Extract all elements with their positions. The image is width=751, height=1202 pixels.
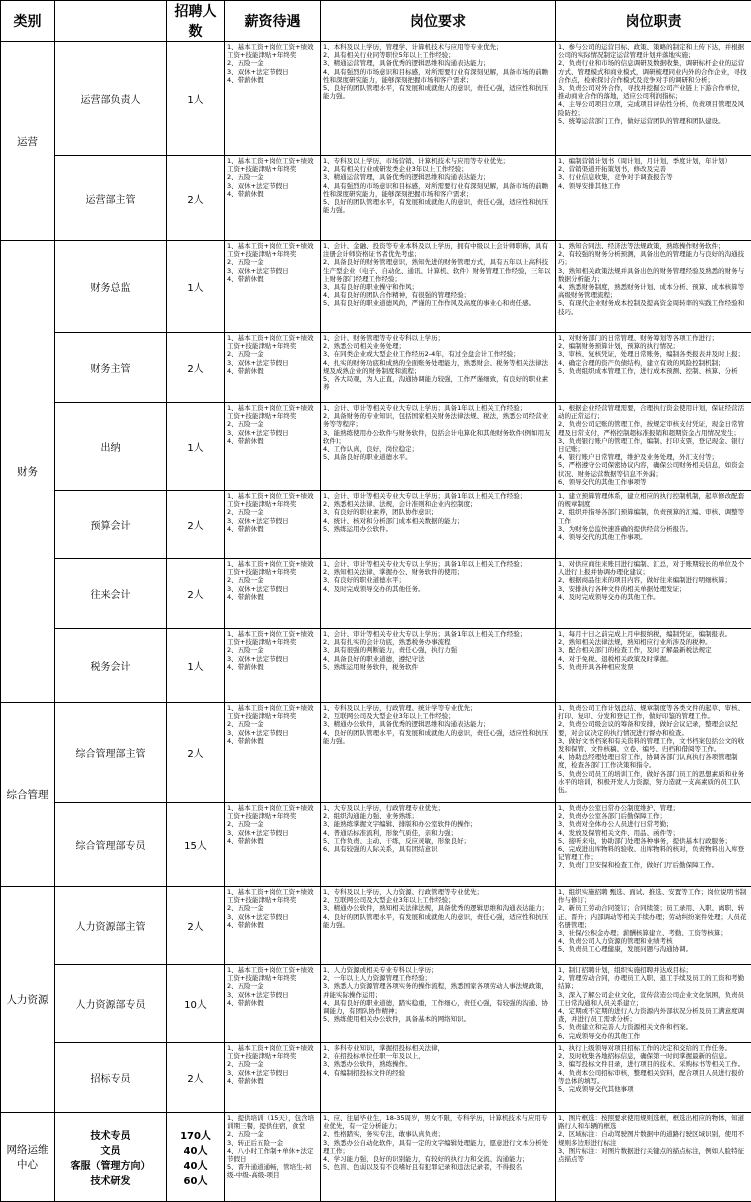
salary-text: 1、基本工资+岗位工资+绩效工资+技能津贴+年终奖 2、五险一金 3、双休+法定节假日 4、带薪休假 — [227, 1044, 318, 1085]
table-row — [1, 156, 751, 241]
position-cell: 出纳 — [55, 403, 167, 491]
header-row — [1, 1, 751, 42]
count-cell: 170人 40人 40人 60人 — [167, 1113, 225, 1202]
table-row — [1, 1043, 751, 1113]
table-row — [1, 629, 751, 703]
table-row — [1, 559, 751, 629]
table-row — [1, 803, 751, 887]
header-category: 类别 — [1, 1, 55, 42]
duties-text: 1、根据企业经营管理需要，合理执行资金使用计划，保证经营活动的正常运行； 2、负责公司记账的管理工作，按规定审核支付凭证，现金日常管理及日常支付，严格控制超标准报销和超期资金占用情况发生； 3、负责银行账户的管理工作，编制、打印支票，登记现金、银行日记账； 4、银行账户日常管理，维护及业务处理，外汇支付等； 5、严格遵守公司保密协议内容，确保公司财务相关信息，如资金状况、财务运营数据等信息不外漏； 6、领导交代的其他工作事项等 — [558, 404, 749, 486]
duties-text: 1、对供应商往来账目进行编制、汇总，对于账期较长的单位及个人进行上报并协调办理化建议； 2、根据商品往来的项目内容，做好往来编制进行明细核算； 3、安排执行各种文件的相关单据处理发证； 4、及时完成领导交办的其他工作。 — [558, 560, 749, 601]
header-position-blank — [55, 1, 167, 42]
table-row — [1, 887, 751, 965]
table-row — [1, 403, 751, 491]
position-cell: 招标专员 — [55, 1043, 167, 1113]
count-cell: 2人 — [167, 156, 225, 241]
category-cell: 运营 — [1, 42, 55, 241]
header-count: 招聘人数 — [167, 1, 225, 42]
count-cell: 10人 — [167, 965, 225, 1043]
header-requirements: 岗位要求 — [321, 1, 556, 42]
count-cell: 1人 — [167, 241, 225, 333]
position-cell: 财务总监 — [55, 241, 167, 333]
position-cell: 财务主管 — [55, 333, 167, 403]
header-duties: 岗位职责 — [556, 1, 751, 42]
count-cell: 2人 — [167, 887, 225, 965]
requirements-text: 1、专科及以上学历，行政管理、统计学等专业优先； 2、互联网公司及大型企业3年以上工作经验； 3、精通办公软件，具备优秀的逻辑思维和沟通表达能力； 4、良好的团队管理水平，有发展和成就他人的意识，责任心强，适应性和抗压能力强。 — [323, 704, 553, 745]
table-row — [1, 42, 751, 156]
count-cell: 2人 — [167, 559, 225, 629]
requirements-text: 1、本科及以上学历，管理学、计算机技术与应用等专业优先； 2、具有相关行业同等职位5年以上工作经验； 3、精通运营管理，具备优秀的逻辑思维和沟通表达能力； 4、具有强烈的市场意识和目标感，对所需要行业有深刻见解，具备市场的前瞻性和深度研究能力，能够深刻把握市场和客户需求； 5、良好的团队管理水平，有发展和成就他人的意识，责任心强，适应性和抗压能力强。 — [323, 43, 553, 100]
duties-text: 1、负责公司工作计划总结、规章制度等各类文件的起草、审核、打印、复印、分发和登记工作，做好印鉴的管理工作。 2、负责公司级会议的筹备和安排，做好会议记录，整理会议纪要，对会议决定的执行情况进行督办和检查。 3、做好文书档案和有关资料的管理工作，文书档案包括公文的收发和保管、文件核稿、立卷、编号、归档和借阅等工作。 4、协助总经理处理日常工作，协调各部门认真执行各项管理制度，检查各部门工作决策和指令。 5、负责公司员工的培训工作，做好各部门员工的思想素质和业务水平的培训，积极开发人力资源，努力造就一支高素质的员工队伍。 — [558, 704, 749, 794]
salary-text: 1、基本工资+岗位工资+绩效工资+技能津贴+年终奖 2、五险一金 3、双休+法定节假日 4、带薪休假 — [227, 560, 318, 601]
duties-text: 1、参与公司的运营目标、政策、策略的制定和上传下达，并根据公司的实际情况制定运营管理计划并落地实施； 2、负责行业和市场的信息调研及数据收集，调研标杆企业的运营方式、管理模式和商业模式，调研梳理同业内外的合作企业，寻找合作点，检索探讨合作模式及竞争对手的调研和分析； 3、负责公司对外合作，寻找并挖掘公司产业链上下游合作单位，推动商业合作的落地，适应公司利润指标； 4、主导公司项目立项，完成项目评估性分析、负责项目管理及风险防控； 5、统筹运营部门工作，做好运营团队的管理和团队建设。 — [558, 43, 749, 125]
requirements-text: 1、人力资源或相关专业专科以上学历； 2、一年以上人力资源管理工作经验； 3、熟悉人力资源管理各项实务的操作流程，熟悉国家各项劳动人事法规政策，并能实际操作运用； 4、具有良好的职业道德，踏实稳重，工作细心，责任心强，有较强的沟通、协调能力，有团队协作精神； 5、熟练使用相关办公软件，具备基本的网络知识。 — [323, 966, 553, 1023]
count-cell: 2人 — [167, 1043, 225, 1113]
position-cell: 技术专员 文员 客服（管理方向） 技术研发 — [55, 1113, 167, 1202]
requirements-text: 1、专科及以上学历，人力资源、行政管理等专业优先； 2、互联网公司及大型企业3年以上工作经验； 3、精通办公软件，熟知相关法律法规，具备优秀的逻辑思维和沟通表达能力； 4、良好的团队管理水平，有发展和成就他人的意识，责任心强，适应性和抗压能力强。 — [323, 888, 553, 929]
category-cell: 财务 — [1, 241, 55, 703]
table-row — [1, 241, 751, 333]
salary-text: 1、基本工资+岗位工资+绩效工资+技能津贴+年终奖 2、五险一金 3、双休+法定节假日 4、带薪休假 — [227, 630, 318, 671]
table-row — [1, 1113, 751, 1202]
count-cell: 15人 — [167, 803, 225, 887]
position-cell: 运营部主管 — [55, 156, 167, 241]
requirements-text: 1、会计、审计等相关专业大专以上学历；具备1年以上相关工作经验； 2、具备财务的专业知识，包括国家相关财务法律法规、税法，熟悉公司经营业务等等程序； 3、能熟练使用办公软件与财务软件，包括会计电算化和其他财务软件(例如用友软件)； 4、工作认真，良好，岗位稳定； 5、具备良好的职业道德水平。 — [323, 404, 553, 461]
salary-text: 1、基本工资+岗位工资+绩效工资+技能津贴+年终奖 2、五险一金 3、双休+法定节假日 4、带薪休假 — [227, 966, 318, 1007]
position-cell: 税务会计 — [55, 629, 167, 703]
requirements-text: 1、会计、审计等相关专业大专以上学历；具备1年以上相关工作经验； 2、熟悉相关法律、法规，会计准则和企业内控制度； 3、有良好的职业素养，团队协作意识； 4、统计、核对和分析部门成本相关数据的能力； 5、熟练运用办公软件。 — [323, 492, 553, 533]
table-row — [1, 333, 751, 403]
salary-text: 1、基本工资+岗位工资+绩效工资+技能津贴+年终奖 2、五险一金 3、双休+法定节假日 4、带薪休假 — [227, 157, 318, 198]
position-cell: 往来会计 — [55, 559, 167, 629]
salary-text: 1、基本工资+岗位工资+绩效工资+技能津贴+年终奖 2、五险一金 3、双休+法定节假日 4、带薪休假 — [227, 888, 318, 929]
requirements-text: 1、多科专业知识，掌握招投标相关法律， 2、在招投标单位任职一年及以上， 3、熟悉办公软件，熟练操作。 4、有编制招投标文件的经验 — [323, 1044, 553, 1077]
salary-text: 1、基本工资+岗位工资+绩效工资+技能津贴+年终奖 2、五险一金 3、双休+法定节假日 4、带薪休假 — [227, 804, 318, 845]
table-row — [1, 965, 751, 1043]
duties-text: 1、制订招聘计划，组织实施招聘并达成目标； 2、管理劳动合同，办理员工入职、退工手续及员工的工资和考勤结算； 3、深入了解公司企业文化，宣传营造公司企业文化氛围，负责员工日常沟通和人员关系建立； 4、定期或不定期的进行人力资源内外部状况分析及员工满意度调查，并进行员工需求分析； 5、负责建立和完善人力资源相关文件和档案。 6、完成领导交办的其他工作 — [558, 966, 749, 1040]
salary-text: 1、基本工资+岗位工资+绩效工资+技能津贴+年终奖 2、五险一金 3、双休+法定节假日 4、带薪休假 — [227, 404, 318, 445]
duties-text: 1、对财务部门的日常管理、财务筹划等各项工作进行； 2、编制财务预算计划，预算的执行情况； 3、审核、复核凭证，处理日常账务，编制各类报表并及时上报； 4、确定合理的资产负债结构，建立有效的风险控制机制； 5、负责组织成本管理工作，进行成本预测、控制、核算、分析 — [558, 334, 749, 375]
duties-text: 1、编制营销计划书（周计划，月计划，季度计划，年计划） 2、营销渠道开拓策划书，修改及完善 3、行业信息收集，竞争对手调查报告等 4、领导安排其他工作 — [558, 157, 749, 190]
category-cell: 人力资源 — [1, 887, 55, 1113]
count-cell: 1人 — [167, 42, 225, 156]
salary-text: 1、提供培训（15天），包含培训期三餐，提供住宿，食堂 2、五险一金 3、转正后五险一金 4、八小时工作制+单休+法定节假日 5、晋升通道通畅，管培生-初级-中级-高级-项目 — [227, 1114, 318, 1180]
requirements-text: 1、会计、财务管理等专业专科以上学历； 2、熟悉公司相关业务处理； 3、在同类企业或大型企业工作经历2-4年，有过全盘会计工作经验； 4、扎实的财务功底和成熟的全面账务处理能力，熟悉财会、税务等相关法律法规及成熟企业的财务制度和流程； 5、各大局观，为人正直，沟通协调能力较强，工作严谨细致，有良好的职业素养 — [323, 334, 553, 391]
salary-text: 1、基本工资+岗位工资+绩效工资+技能津贴+年终奖 2、五险一金 3、双休+法定节假日 4、带薪休假 — [227, 43, 318, 84]
requirements-text: 1、会计、审计等相关专业大专以上学历；具备1年以上相关工作经验； 2、具有扎实的会计功底，熟悉税务办事流程 3、具有很强的判断能力，责任心强，执行力强 4、具备良好的职业道德，遵纪守法 5、熟练运用财务软件，税务软件 — [323, 630, 553, 671]
count-cell: 1人 — [167, 629, 225, 703]
position-cell: 运营部负责人 — [55, 42, 167, 156]
position-cell: 预算会计 — [55, 491, 167, 559]
duties-text: 1、负责办公室日常办公制度维护、管理； 2、负责办公室各部门后勤保障工作； 3、负责对全体办公人员进行日常考勤； 4、发放及保管相关文件、用品、函件等； 5、接听来电，协助部门处理各种事务，提供基本行政服务； 6、完成进出库物料的验收、出库物料的核对，负责物料出入库登记管理工作； 7、负责门卫安保和检查工作，做好门厅后勤保障工作。 — [558, 804, 749, 870]
requirements-text: 1、会计、审计等相关专业大专以上学历；具备1年以上相关工作经验； 2、熟知相关法律、掌握办公、财务软件的使用； 3、有良好的职业道德水平； 4、及时完成领导交办的其他任务。 — [323, 560, 553, 593]
salary-text: 1、基本工资+岗位工资+绩效工资+技能津贴+年终奖 2、五险一金 3、双休+法定节假日 4、带薪休假 — [227, 334, 318, 375]
duties-text: 1、建立预算管理体系，建立相应的执行控制机制，起草修改配套的规章制度 2、组织并指导各部门预算编制，负责预算的汇编、审核、调整等工作 3、为财务总监快速准确的提供经营分析报告。 4、领导交代的其他工作事项。 — [558, 492, 749, 541]
duties-text: 1、执行上级领导对项目招标工作的决定和交给的工作任务。 2、及时收集各地招标信息，确保第一时间掌握最新的信息。 3、编写投标文件目录，进行项目的技术、采购标书等相关工作。 4、负责本公司招标审核，整理相关资料，配合项目人员进行报价等总体的填写。 5、完成领导交代其他事项 — [558, 1044, 749, 1093]
category-cell: 综合管理 — [1, 703, 55, 887]
requirements-text: 1、应、往届毕业生，18-35周岁，男女不限，专科学历，计算机技术与应用专业优先，有一定分析能力； 2、性格踏实，务实专注，敢事认真负责； 3、熟悉办公自动化软件，具有一定的文字编辑处理能力，愿意进行文本分析处理工作； 4、学习能力强，良好的识别能力，有较好的执行力和交流、沟通能力； 5、色盲、色弱以及有不良嗜好且有犯罪记录和违法记录者，不得报名 — [323, 1114, 553, 1171]
position-cell: 人力资源部专员 — [55, 965, 167, 1043]
salary-text: 1、基本工资+岗位工资+绩效工资+技能津贴+年终奖 2、五险一金 3、双休+法定节假日 4、带薪休假 — [227, 492, 318, 533]
position-cell: 综合管理部专员 — [55, 803, 167, 887]
duties-text: 1、每月十日之前完成上月申报纳税，编制凭证，编制报表。 2、熟知相关法律法规，熟知相应行业所涉及的税种。 3、配合相关部门的检查工作，及时了解最新税法规定 4、对于免税、退税相关政策及时掌握。 5、负责开具各种相应发票 — [558, 630, 749, 671]
header-salary: 薪资待遇 — [225, 1, 321, 42]
duties-text: 1、组织实施招聘 甄选、面试、推选、安置等工作；岗位说明书制作与修订； 2、新员工劳动合同签订；合同续签；员工录用、入职、离职、转正、晋升；内部调动等相关手续办理；劳动纠纷案件处理；人员花名册管理； 3、社保/公积金办理；薪酬核算建立、考勤、工资等核算； 4、负责公司人力资源的管理和业绩考核 5、负责员工心理健康，发展问题与沟通协调。 — [558, 888, 749, 954]
salary-text: 1、基本工资+岗位工资+绩效工资+技能津贴+年终奖 2、五险一金 3、双休+法定节假日 4、带薪休假 — [227, 704, 318, 745]
table-row — [1, 491, 751, 559]
position-cell: 综合管理部主管 — [55, 703, 167, 803]
table-row — [1, 703, 751, 803]
duties-text: 1、熟知合同法、经济法等法规政策，熟练操作财务软件； 2、有较强的财务分析预测，具备出色的管理能力与良好的沟通技巧； 3、熟知相关政策法规并具备出色的财务管理经验及熟悉的财务与数据分析能力； 4、熟悉财务制度，熟悉财务计划、成本分析、预算、成本核算等高级财务管理流程； 5、有现代企业财务成本控制及提高资金周转率的实践工作经验和技巧。 — [558, 242, 749, 316]
requirements-text: 1、会计、金融、投资等专业本科及以上学历，拥有中级以上会计师职称，具有注册会计师资格证书者优先考虑； 2、具备良好的财务管理意识，熟知先进的财务管理方式，具有五年以上高科技生产型企业（电子、自动化、通讯、计算机、软件）财务管理工作经验，三年以上财务部门经理工作经验； 3、具有良好的职业操守和作风； 4、具有良好的团队合作精神，有很强的管理经验； 5、具有良好的职业道德风尚，严谨的工作作风及高度的事业心和责任感。 — [323, 242, 553, 308]
count-cell: 2人 — [167, 333, 225, 403]
duties-text: 1、图片框选：按照要求使用规则选框，框选出相应的物体，知道路行人和车辆的框选 2、区域标注：自动驾驶图片数据中的道路行驶区域识别，使用不规则多边形进行标注 3、图片标注：对图片数据进行关键点的描点标注，例如人脸特征点描点等 — [558, 1114, 749, 1163]
position-cell: 人力资源部主管 — [55, 887, 167, 965]
count-cell: 1人 — [167, 403, 225, 491]
count-cell: 2人 — [167, 491, 225, 559]
requirements-text: 1、专科及以上学历，市场营销、计算机技术与应用等专业优先； 2、具有相关行业或研发类企业3年以上工作经验； 3、精通运营管理，具备优秀的逻辑思维和沟通表达能力； 4、具有强烈的市场意识和目标感，对所需要行业有深刻见解，具备市场的前瞻性和深度研究能力，能够深刻把握市场和客户需求； 5、良好的团队管理水平，有发展和成就他人的意识，责任心强，适应性和抗压能力强。 — [323, 157, 553, 214]
category-cell: 网络运维中心 — [1, 1113, 55, 1202]
salary-text: 1、基本工资+岗位工资+绩效工资+技能津贴+年终奖 2、五险一金 3、双休+法定节假日 4、带薪休假 — [227, 242, 318, 283]
count-cell: 2人 — [167, 703, 225, 803]
requirements-text: 1、大专及以上学历，行政管理专业优先； 2、组织沟通能力强、业务熟练； 3、能熟练掌握文字编辑、排版和办公室软件的操作； 4、普通话标准流利，形象气质佳，亲和力强； 5、工作负责、主动、干练，反应灵敏，形象良好； 6、具有较强的人际关系，具有团结意识 — [323, 804, 553, 853]
